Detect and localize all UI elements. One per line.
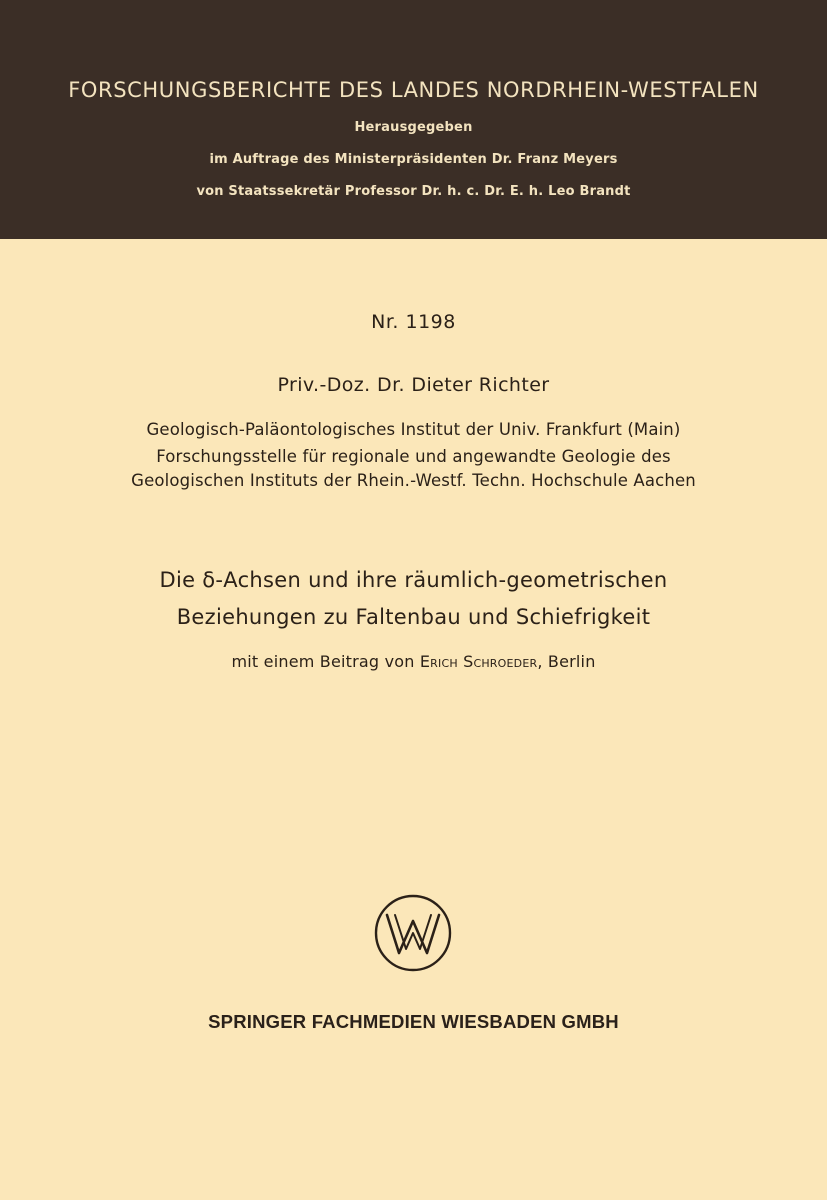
book-title-line: Die δ-Achsen und ihre räumlich-geometrischen [159, 568, 668, 592]
contribution-prefix: mit einem Beitrag von [231, 652, 420, 671]
author-name: Priv.-Doz. Dr. Dieter Richter [277, 374, 550, 396]
series-header-band [0, 0, 827, 239]
book-title-line: Beziehungen zu Faltenbau und Schiefrigkeit [176, 605, 651, 629]
series-title: FORSCHUNGSBERICHTE DES LANDES NORDRHEIN-WESTFALEN [68, 78, 759, 102]
contribution-suffix: , Berlin [537, 652, 596, 671]
editor-line-editor: von Staatssekretär Professor Dr. h. c. Dr. E. h. Leo Brandt [196, 184, 631, 199]
editor-line-published-by: Herausgegeben [354, 120, 473, 135]
contribution-note [0, 652, 827, 671]
springer-ww-logo-icon [373, 893, 453, 973]
issue-number: Nr. 1198 [371, 311, 456, 333]
publisher-name: SPRINGER FACHMEDIEN WIESBADEN GMBH [208, 1011, 619, 1032]
contributor-name: Erich Schroeder [419, 652, 538, 671]
affiliation-line: Geologischen Instituts der Rhein.-Westf. Techn. Hochschule Aachen [131, 471, 696, 490]
affiliation-line: Forschungsstelle für regionale und angewandte Geologie des [156, 447, 671, 466]
affiliation-line: Geologisch-Paläontologisches Institut der Univ. Frankfurt (Main) [146, 420, 681, 439]
editor-line-commissioned: im Auftrage des Ministerpräsidenten Dr. Franz Meyers [209, 152, 618, 167]
